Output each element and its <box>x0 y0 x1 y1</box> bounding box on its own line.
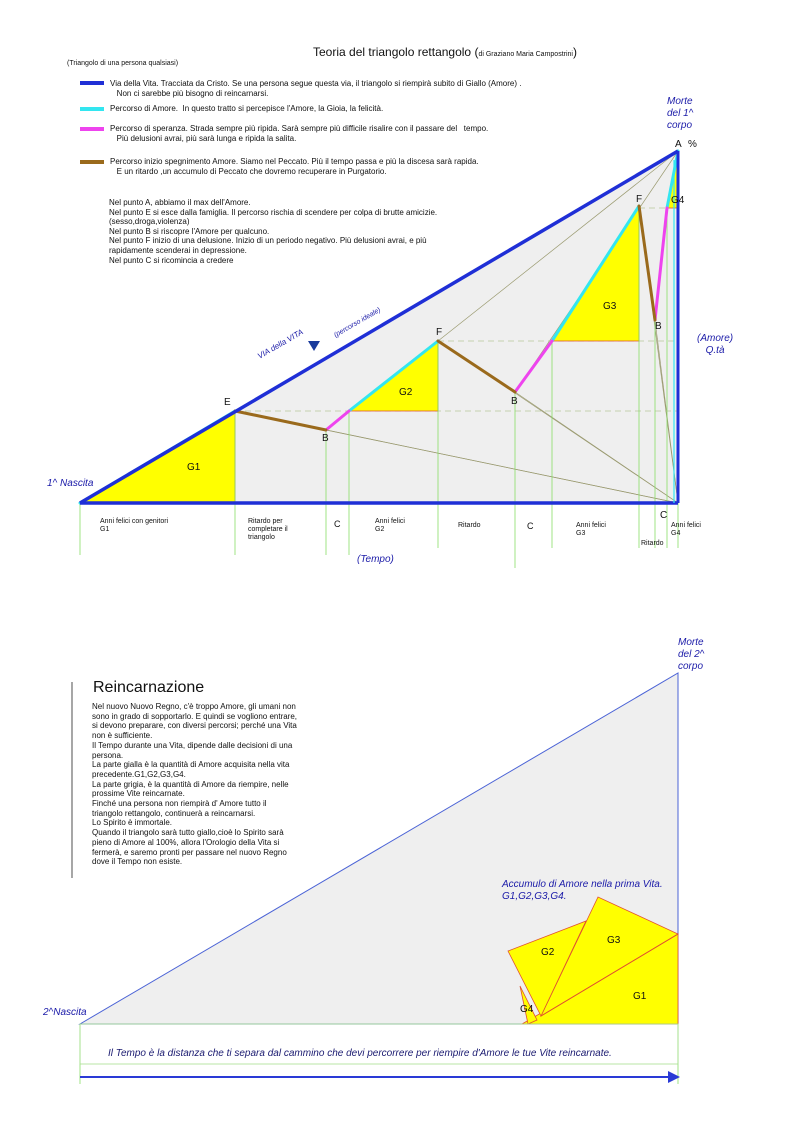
body-line: prossime Vite reincarnate. <box>92 789 185 799</box>
body-line: Finché una persona non riempirà d' Amore tutto il <box>92 799 267 809</box>
segment-label: Anni felici G2 <box>375 518 405 533</box>
death2-label: Morte del 2^ corpo <box>678 637 705 672</box>
body-line: precedente.G1,G2,G3,G4. <box>92 769 186 779</box>
area-g3-label: G3 <box>603 301 617 312</box>
body-line: fermerà, e saremo pronti per passare nel nuovo Regno <box>92 847 287 857</box>
body-line: Nel nuovo Nuovo Regno, c'è troppo Amore, gli umani non <box>92 702 296 711</box>
tempo-text: Il Tempo è la distanza che ti separa dal cammino che devi percorrere per riempire d'Amore le tue Vite reincarnate. <box>108 1048 612 1059</box>
body-line: Il Tempo durante una Vita, dipende dalle decisioni di una <box>92 740 293 750</box>
body-line: persona. <box>92 750 124 760</box>
area2-g1-label: G1 <box>633 991 647 1002</box>
note-line: Nel punto F inizio di una delusione. Inizio di un periodo negativo. Più delusioni avrai, e più <box>109 236 427 246</box>
segment-label: Ritardo <box>641 540 664 547</box>
direction-triangle-icon <box>308 341 320 351</box>
reincarnazione-body <box>92 702 352 867</box>
legend-text-via: Via della Vita. Tracciata da Cristo. Se una persona segue questa via, il triangolo si riempirà subito di Giallo (Amore) . Non ci sarebbe più bisogno di reincarnarsi. <box>110 79 522 98</box>
percorso-ideale-label: (percorso ideale) <box>333 306 382 340</box>
author: di Graziano Maria Campostrini <box>478 51 573 58</box>
segment-label: Anni felici G4 <box>671 522 701 537</box>
point-f1: F <box>436 327 443 338</box>
area-g1-label: G1 <box>187 462 201 473</box>
body-line: sono in grado di sopportarlo. E quindi se vogliono entrare, <box>92 711 298 721</box>
body-line: non è sufficiente. <box>92 731 153 741</box>
death-label: Morte del 1^ corpo <box>667 96 694 131</box>
body-line: Quando il triangolo sarà tutto giallo,cioè lo Spirito sarà <box>92 828 284 838</box>
note-line: Nel punto B si riscopre l'Amore per qualcuno. <box>109 226 270 236</box>
amore-axis-label: (Amore) Q.tà <box>697 333 734 356</box>
body-line: triangolo rettangolo, continuerà a reincarnarsi. <box>92 808 256 818</box>
note-line: rapidamente scenderai in depressione. <box>109 245 247 255</box>
point-a: A <box>675 139 682 150</box>
note-line: (sesso,droga,violenza) <box>109 217 190 227</box>
legend-text-speranza: Percorso di speranza. Strada sempre più ripida. Sarà sempre più difficile risalire con il passare del tempo. Più delusioni avrai, più sarà lunga e ripida la salita. <box>110 124 489 143</box>
area2-g3-label: G3 <box>607 935 621 946</box>
body-line: pieno di Amore al 100%, allora l'Orologio della Vita si <box>92 837 280 847</box>
percent-label: % <box>688 139 697 150</box>
point-f2: F <box>636 194 643 205</box>
body-line: La parte gialla è la quantità di Amore acquisita nella vita <box>92 760 290 770</box>
via-vita-label: VIA della VITA <box>256 327 305 361</box>
segment-label: C <box>334 519 341 529</box>
subtitle: (Triangolo di una persona qualsiasi) <box>67 60 179 67</box>
legend-text-peccato: Percorso inizio spegnimento Amore. Siamo nel Peccato. Più il tempo passa e più la discesa sarà rapida. E un ritardo ,un accumulo di Peccato che dovremo recuperare in Purgatorio. <box>110 157 479 176</box>
title-close: ) <box>572 45 577 59</box>
point-b3: B <box>655 321 662 332</box>
birth2-label: 2^Nascita <box>43 1007 87 1018</box>
body-line: dove il Tempo non esiste. <box>92 857 183 867</box>
note-line: Nel punto A, abbiamo il max dell'Amore. <box>109 198 251 207</box>
segment-label: Anni felici G3 <box>576 522 606 537</box>
time-axis-label: (Tempo) <box>357 554 394 565</box>
note-line: Nel punto C si ricomincia a credere <box>109 255 234 265</box>
body-line: Lo Spirito è immortale. <box>92 818 173 828</box>
area2-g2-label: G2 <box>541 947 555 958</box>
body-line: si devono preparare, con diversi percorsi; perché una Vita <box>92 721 297 731</box>
area-g2-label: G2 <box>399 387 413 398</box>
segment-label: Anni felici con genitori G1 <box>100 518 169 533</box>
segment-label: C <box>527 521 534 531</box>
body-line: La parte grigia, è la quantità di Amore da riempire, nelle <box>92 779 289 789</box>
note-line: Nel punto E si esce dalla famiglia. Il percorso rischia di scendere per colpa di brutte amicizie. <box>109 207 438 217</box>
reincarnazione-title: Reincarnazione <box>93 679 205 696</box>
birth-label: 1^ Nascita <box>47 478 94 489</box>
legend-text-amore: Percorso di Amore. In questo tratto si percepisce l'Amore, la Gioia, la felicità. <box>110 104 384 113</box>
point-b2: B <box>511 396 518 407</box>
point-b1: B <box>322 433 329 444</box>
accumulo-label: Accumulo di Amore nella prima Vita. G1,G2,G3,G4. <box>502 879 663 902</box>
area2-g4-label: G4 <box>520 1004 534 1015</box>
title-text: Teoria del triangolo rettangolo ( <box>313 45 479 59</box>
point-c-end: C <box>660 510 668 521</box>
segment-label: Ritardo <box>458 522 481 529</box>
area-g4-label: G4 <box>671 195 685 206</box>
segment-label: Ritardo per completare il triangolo <box>248 518 288 541</box>
point-e: E <box>224 397 231 408</box>
